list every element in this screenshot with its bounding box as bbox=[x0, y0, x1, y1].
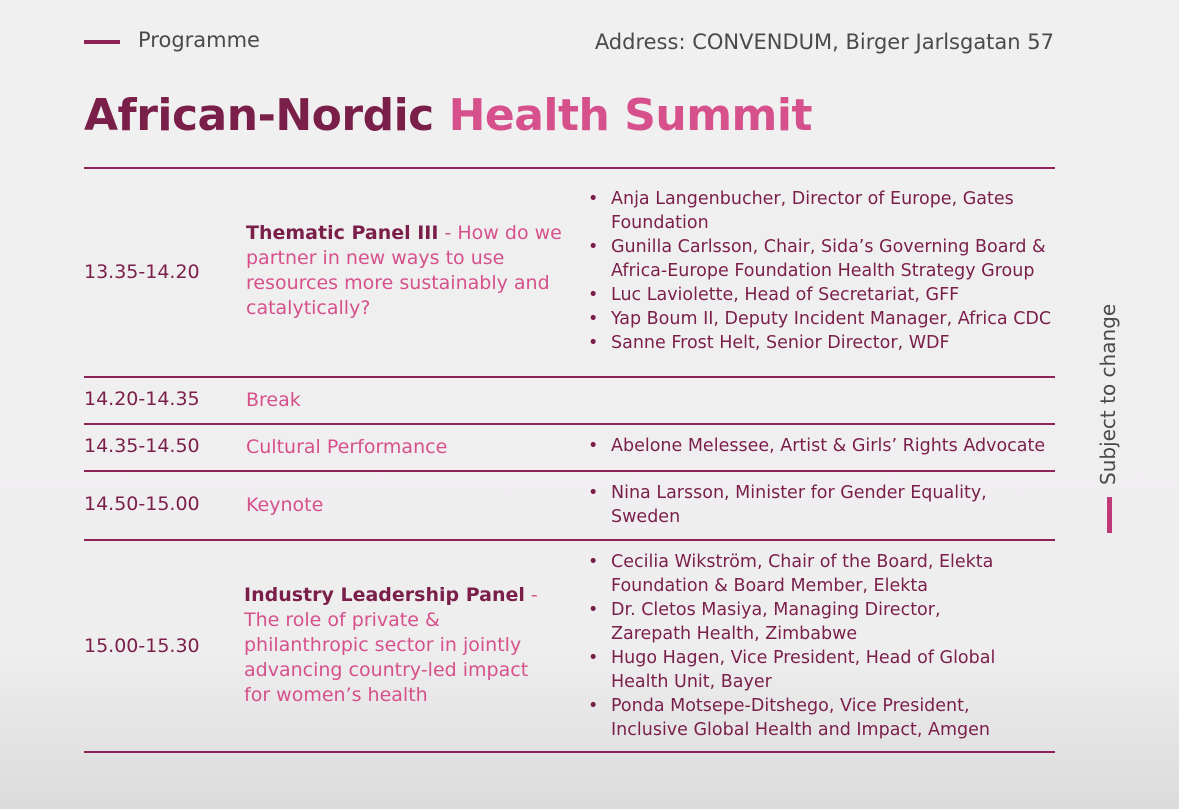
session-description: Keynote bbox=[246, 494, 324, 516]
list-item: • Anja Langenbucher, Director of Europe, Gates Foundation bbox=[586, 187, 1056, 235]
session-title: Thematic Panel III bbox=[246, 222, 439, 244]
row-session bbox=[246, 435, 447, 460]
list-item: • Ponda Motsepe-Ditshego, Vice President, Inclusive Global Health and Impact, Amgen bbox=[586, 694, 1016, 742]
row-time: 14.35-14.50 bbox=[84, 435, 200, 457]
subject-to-change-label: Subject to change bbox=[1096, 303, 1120, 485]
session-description: - The role of private & philanthropic sector in jointly advancing country-led impact for women’s health bbox=[244, 584, 538, 706]
list-item: • Gunilla Carlsson, Chair, Sida’s Governing Board & Africa-Europe Foundation Health Strategy Group bbox=[586, 235, 1056, 283]
list-item: • Dr. Cletos Masiya, Managing Director, Zarepath Health, Zimbabwe bbox=[586, 598, 1016, 646]
speaker-list bbox=[586, 187, 1056, 355]
list-item: • Sanne Frost Helt, Senior Director, WDF bbox=[586, 331, 1056, 355]
row-time: 14.20-14.35 bbox=[84, 388, 200, 410]
row-session bbox=[246, 493, 323, 518]
row-session bbox=[246, 221, 566, 321]
title-part-1: African-Nordic bbox=[84, 90, 434, 141]
table-row bbox=[84, 539, 1055, 753]
row-time: 14.50-15.00 bbox=[84, 493, 200, 515]
list-item: • Nina Larsson, Minister for Gender Equality, Sweden bbox=[586, 481, 1016, 529]
row-time: 15.00-15.30 bbox=[84, 635, 200, 657]
side-marker-bar bbox=[1107, 497, 1112, 533]
row-session bbox=[246, 388, 301, 413]
table-row bbox=[84, 167, 1055, 376]
table-row bbox=[84, 376, 1055, 423]
speaker-list bbox=[586, 481, 1016, 529]
session-description: - How do we partner in new ways to use resources more sustainably and catalytically? bbox=[246, 222, 562, 319]
row-session bbox=[244, 583, 556, 708]
session-description: Break bbox=[246, 389, 301, 411]
list-item: • Hugo Hagen, Vice President, Head of Global Health Unit, Bayer bbox=[586, 646, 1016, 694]
row-time: 13.35-14.20 bbox=[84, 261, 200, 283]
table-row bbox=[84, 470, 1055, 539]
session-description: Cultural Performance bbox=[246, 436, 448, 458]
programme-table bbox=[84, 167, 1055, 753]
list-item: • Yap Boum II, Deputy Incident Manager, Africa CDC bbox=[586, 307, 1056, 331]
page-title bbox=[84, 90, 812, 141]
section-marker-line bbox=[84, 40, 120, 44]
table-row bbox=[84, 423, 1055, 470]
speaker-list bbox=[586, 434, 1056, 458]
list-item: • Luc Laviolette, Head of Secretariat, GFF bbox=[586, 283, 1056, 307]
side-note bbox=[1096, 285, 1124, 535]
address-text: Address: CONVENDUM, Birger Jarlsgatan 57 bbox=[594, 30, 1054, 54]
speaker-list bbox=[586, 550, 1016, 742]
section-label: Programme bbox=[138, 28, 260, 52]
title-part-2: Health Summit bbox=[448, 90, 813, 141]
list-item: • Cecilia Wikström, Chair of the Board, Elekta Foundation & Board Member, Elekta bbox=[586, 550, 1016, 598]
top-bar bbox=[84, 28, 1054, 58]
list-item: • Abelone Melessee, Artist & Girls’ Rights Advocate bbox=[586, 434, 1056, 458]
session-title: Industry Leadership Panel bbox=[244, 584, 525, 606]
